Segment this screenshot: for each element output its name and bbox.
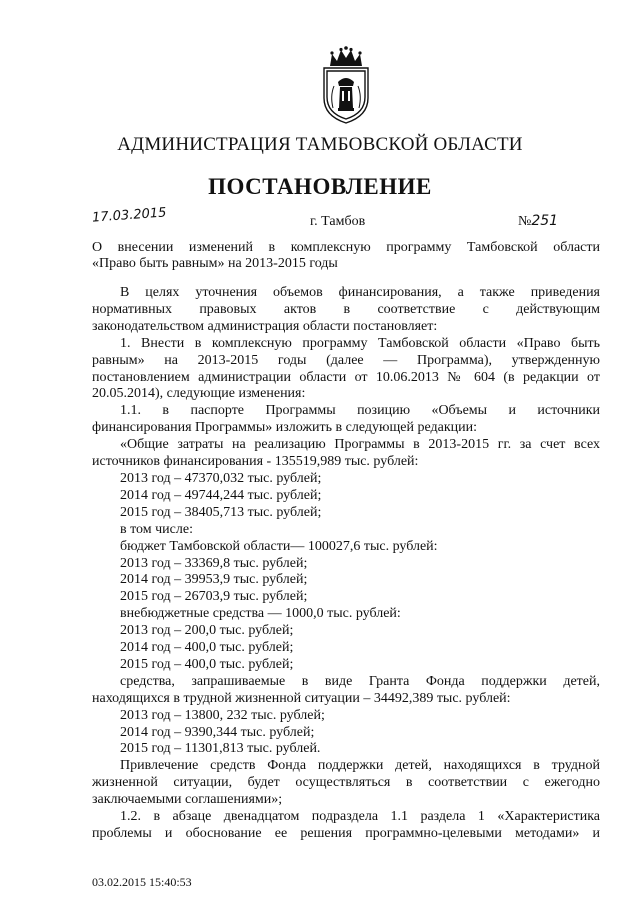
total-2014: 2014 год – 49744,244 тыс. рублей; <box>120 487 322 503</box>
coat-of-arms-icon <box>316 46 376 126</box>
print-timestamp: 03.02.2015 15:40:53 <box>92 875 192 889</box>
document-subject <box>92 240 600 272</box>
document-number <box>518 213 558 230</box>
text-line: находящихся в трудной жизненной ситуации – 34492,389 тыс. рублей: <box>92 690 511 706</box>
handwritten-number: 251 <box>531 213 559 229</box>
text-line: источников финансирования - 135519,989 тыс. рублей: <box>92 454 419 470</box>
organization-name: АДМИНИСТРАЦИЯ ТАМБОВСКОЙ ОБЛАСТИ <box>117 134 523 155</box>
grant-2015: 2015 год – 11301,813 тыс. рублей. <box>120 741 321 757</box>
text-line: 1. Внести в комплексную программу Тамбовской области «Право быть <box>120 335 600 351</box>
document-type: ПОСТАНОВЛЕНИЕ <box>208 174 432 199</box>
handwritten-date: 17.03.2015 <box>91 205 167 226</box>
text-line: В целях уточнения объемов финансирования, а также приведения <box>120 285 600 300</box>
subject-line: «Право быть равным» на 2013-2015 годы <box>92 256 338 271</box>
text-line: законодательством администрация области постановляет: <box>92 318 438 334</box>
number-prefix: № <box>518 214 532 229</box>
total-2015: 2015 год – 38405,713 тыс. рублей; <box>120 504 322 520</box>
extrabudgetary-2014: 2014 год – 400,0 тыс. рублей; <box>120 640 294 656</box>
text-line: постановлением администрации области от 10.06.2013 № 604 (в редакции от <box>92 369 600 385</box>
text-line: средства, запрашиваемые в виде Гранта Фонда поддержки детей, <box>120 673 600 689</box>
text-line: жизненной ситуации, будет осуществляться в соответствии с ежегодно <box>92 775 600 791</box>
text-line: финансирования Программы» изложить в следующей редакции: <box>92 420 477 436</box>
budget-2013: 2013 год – 33369,8 тыс. рублей; <box>120 555 308 571</box>
text-line: 1.2. в абзаце двенадцатом подраздела 1.1 раздела 1 «Характеристика <box>120 809 600 825</box>
text-line: Привлечение средств Фонда поддержки детей, находящихся в трудной <box>120 758 600 774</box>
regional-budget: бюджет Тамбовской области— 100027,6 тыс. рублей: <box>120 538 438 554</box>
extrabudgetary-2015: 2015 год – 400,0 тыс. рублей; <box>120 656 294 672</box>
extrabudgetary-funds: внебюджетные средства — 1000,0 тыс. рублей: <box>120 606 401 622</box>
text-line: заключаемыми соглашениями»; <box>92 792 283 808</box>
text-line: равным» на 2013-2015 годы (далее — Программа), утвержденную <box>92 352 600 368</box>
city-name: г. Тамбов <box>310 214 366 229</box>
total-2013: 2013 год – 47370,032 тыс. рублей; <box>120 470 322 486</box>
subject-line: О внесении изменений в комплексную программу Тамбовской области <box>92 240 600 255</box>
text-line: проблемы и обоснование ее решения программно-целевыми методами» и <box>92 826 600 841</box>
text-line: «Общие затраты на реализацию Программы в 2013-2015 гг. за счет всех <box>120 437 600 453</box>
grant-2013: 2013 год – 13800, 232 тыс. рублей; <box>120 707 325 723</box>
budget-2014: 2014 год – 39953,9 тыс. рублей; <box>120 572 308 588</box>
text-line: 1.1. в паспорте Программы позицию «Объемы и источники <box>120 403 600 419</box>
budget-2015: 2015 год – 26703,9 тыс. рублей; <box>120 589 308 605</box>
document-body <box>92 285 600 843</box>
text-line: нормативных правовых актов в соответствие с действующим <box>92 301 600 317</box>
grant-2014: 2014 год – 9390,344 тыс. рублей; <box>120 724 315 740</box>
extrabudgetary-2013: 2013 год – 200,0 тыс. рублей; <box>120 623 294 639</box>
text-line: в том числе: <box>120 521 193 537</box>
text-line: 20.05.2014), следующие изменения: <box>92 386 306 402</box>
